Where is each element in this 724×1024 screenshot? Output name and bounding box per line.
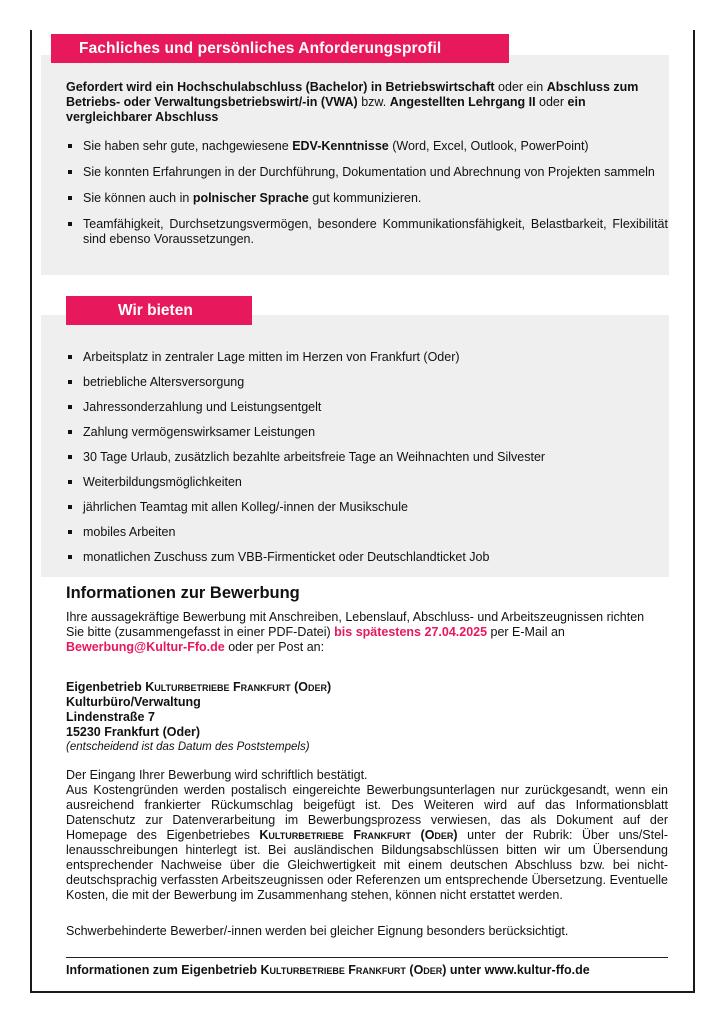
lead-part: Abschluss zum Betriebs- oder Verwaltungsbetriebswirt/-in (VWA) bbox=[66, 80, 639, 109]
disability-note: Schwerbehinderte Bewerber/-innen werden bei gleicher Eignung besonders berücksichtigt. bbox=[66, 924, 569, 938]
lead-part: bzw. bbox=[357, 95, 390, 109]
list-item: Sie konnten Erfahrungen in der Durchführung, Dokumentation und Abrechnung von Projekten sammeln bbox=[66, 165, 668, 180]
website-link[interactable]: unter www.kultur-ffo.de bbox=[446, 963, 590, 977]
deadline: bis spätestens 27.04.2025 bbox=[334, 625, 488, 639]
benefits-list bbox=[66, 350, 668, 575]
requirements-lead bbox=[66, 80, 666, 125]
return-policy-text: Aus Kostengründen werden postalisch eingereichte Bewerbungsunterlagen nur zurückgesandt, wenn ein ausreichend frankierter Rückumschlag beigefügt ist. Des Weiteren wird auf das Informationsblatt Datenschutz zur Datenverarbeitung im Bewerbungsprozess verwiesen, das als Dokument auf der Homepage des Eigenbetriebes Kulturbetriebe Frankfurt (Oder) unter der Rubrik: Über uns/Stel-lenausschreibungen hinterlegt ist. Bei ausländischen Bildungsabschlüssen bitten wir um Übersendung entsprechender Nachweise über die Gleichwertigkeit mit einem deutschen Abschluss bzw. bei nicht-deutschsprachig verfassten Arbeitszeugnissen oder Referenzen um entsprechende Übersetzung. Eventuelle Kosten, die mit der Bewerbung im Zusammenhang stehen, können nicht erstattet werden. bbox=[66, 783, 668, 902]
list-item: 30 Tage Urlaub, zusätzlich bezahlte arbeitsfreie Tage an Weihnachten und Silvester bbox=[66, 450, 668, 465]
list-item: betriebliche Altersversorgung bbox=[66, 375, 668, 390]
list-item: Zahlung vermögenswirksamer Leistungen bbox=[66, 425, 668, 440]
list-item: Sie haben sehr gute, nachgewiesene EDV-Kenntnisse (Word, Excel, Outlook, PowerPoint) bbox=[66, 139, 668, 154]
footer-info: Informationen zum Eigenbetrieb Kulturbetriebe Frankfurt (Oder) unter www.kultur-ffo.de bbox=[66, 963, 590, 977]
lead-part: oder bbox=[535, 95, 568, 109]
address-dept: Kulturbüro/Verwaltung bbox=[66, 695, 201, 709]
lead-part: ein vergleichbarer Abschluss bbox=[66, 95, 586, 124]
lead-part: Gefordert wird ein Hochschulabschluss (Bachelor) in Betriebswirtschaft bbox=[66, 80, 495, 94]
confirmation-text: Der Eingang Ihrer Bewerbung wird schriftlich bestätigt. bbox=[66, 768, 368, 782]
benefits-heading: Wir bieten bbox=[66, 296, 252, 325]
requirements-list bbox=[66, 139, 668, 258]
requirements-heading: Fachliches und persönliches Anforderungsprofil bbox=[51, 34, 509, 63]
address-city: 15230 Frankfurt (Oder) bbox=[66, 725, 201, 739]
list-item: jährlichen Teamtag mit allen Kolleg/-innen der Musikschule bbox=[66, 500, 668, 515]
list-item: Sie können auch in polnischer Sprache gut kommunizieren. bbox=[66, 191, 668, 206]
lead-part: Angestellten Lehrgang II bbox=[389, 95, 536, 109]
list-item: monatlichen Zuschuss zum VBB-Firmenticket oder Deutschlandticket Job bbox=[66, 550, 668, 565]
lead-part: oder ein bbox=[494, 80, 547, 94]
address-org: Eigenbetrieb Kulturbetriebe Frankfurt (Oder) bbox=[66, 680, 332, 694]
address-note: (entscheidend ist das Datum des Poststempels) bbox=[66, 741, 310, 753]
list-item: Teamfähigkeit, Durchsetzungsvermögen, besondere Kommunikationsfähigkeit, Belastbarkeit, Flexibilität sind ebenso Voraussetzungen. bbox=[66, 217, 668, 247]
email-link[interactable]: Bewerbung@Kultur-Ffo.de bbox=[66, 640, 225, 654]
footer-divider bbox=[66, 957, 668, 958]
application-intro: Ihre aussagekräftige Bewerbung mit Anschreiben, Lebenslauf, Abschluss- und Arbeitszeugnissen richten Sie bitte (zusammengefasst in einer PDF-Datei) bis spätestens 27.04.2025 per E-Mail an Bewerbung@Kultur-Ffo.de oder per Post an: bbox=[66, 610, 645, 654]
list-item: Weiterbildungsmöglichkeiten bbox=[66, 475, 668, 490]
list-item: Arbeitsplatz in zentraler Lage mitten im Herzen von Frankfurt (Oder) bbox=[66, 350, 668, 365]
list-item: mobiles Arbeiten bbox=[66, 525, 668, 540]
address-street: Lindenstraße 7 bbox=[66, 710, 155, 724]
list-item: Jahressonderzahlung und Leistungsentgelt bbox=[66, 400, 668, 415]
postal-address bbox=[66, 680, 566, 755]
application-heading: Informationen zur Bewerbung bbox=[66, 584, 300, 602]
application-body bbox=[66, 768, 668, 903]
